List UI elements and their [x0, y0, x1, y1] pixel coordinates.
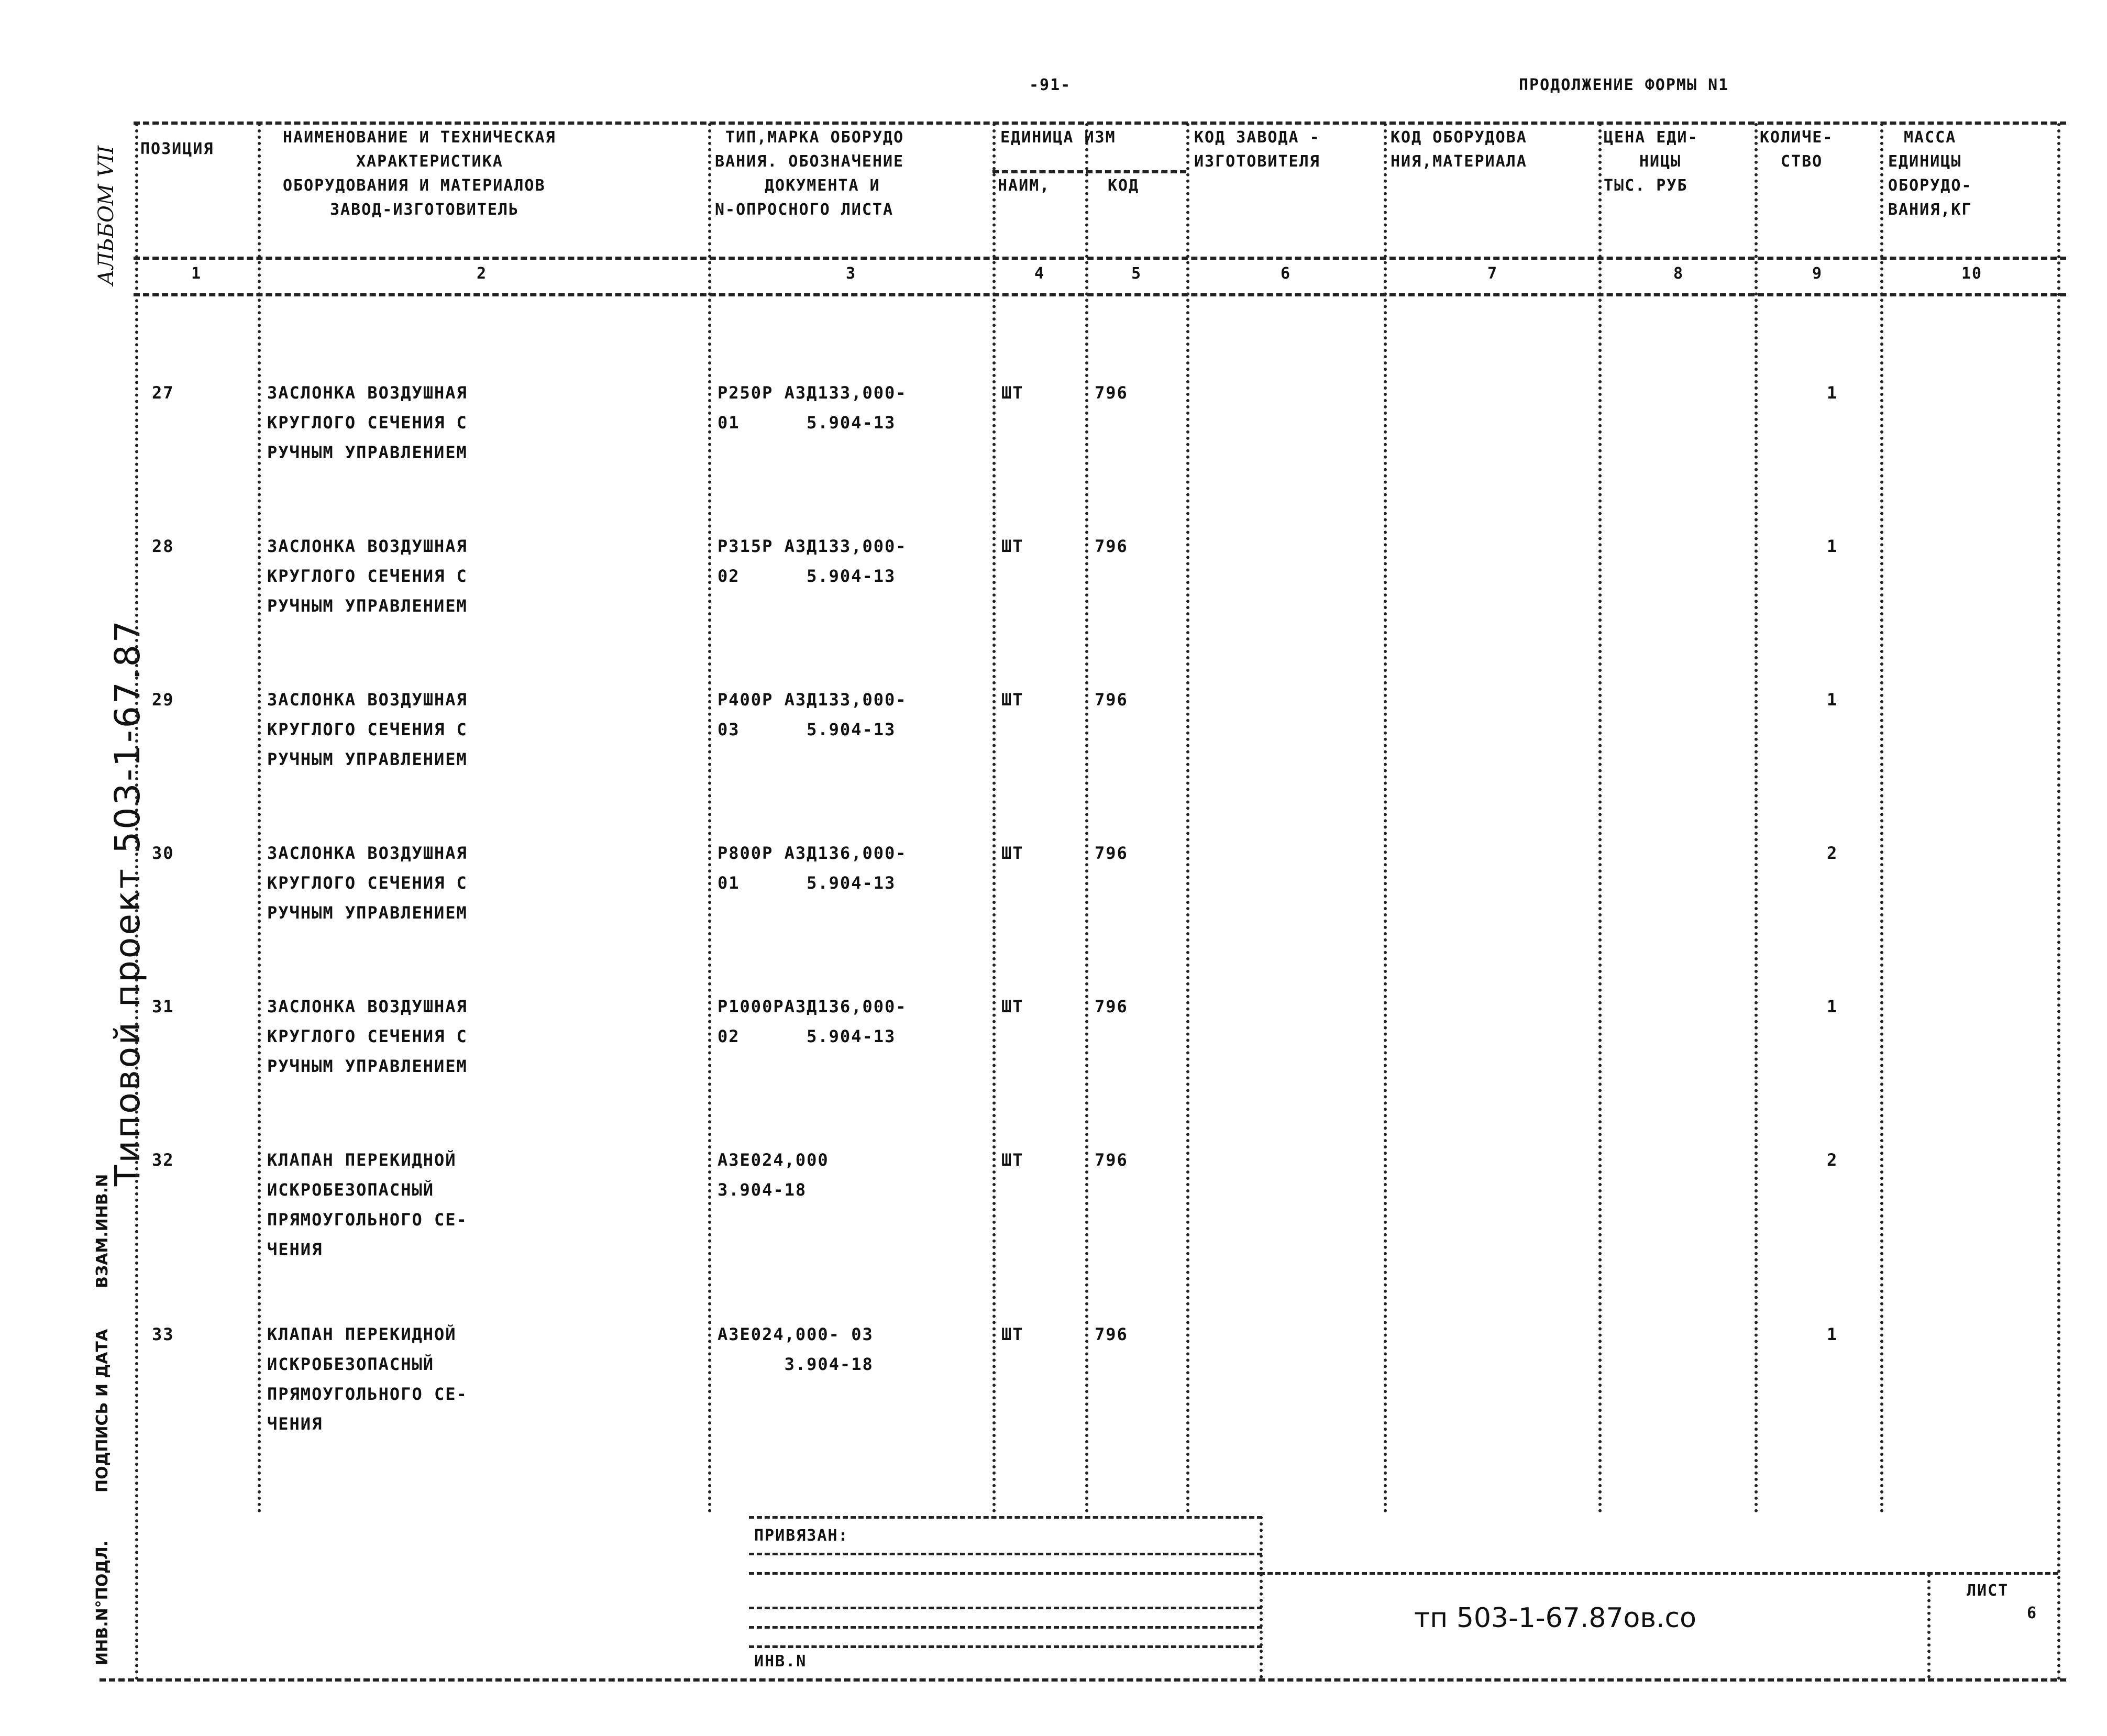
col-number-2: 2	[477, 264, 488, 283]
col-sep-6	[1384, 123, 1387, 1513]
row-unit: ШТ	[1001, 843, 1024, 863]
row-position: 27	[152, 383, 174, 403]
col-header-7-l1: КОД ОБОРУДОВА	[1391, 128, 1527, 147]
col-header-2-l4: ЗАВОД-ИЗГОТОВИТЕЛЬ	[330, 201, 520, 219]
row-position: 30	[152, 843, 174, 863]
stamp-inv-label: ИНВ.N°ПОДЛ.	[93, 1540, 112, 1665]
row-position: 29	[152, 690, 174, 710]
col-sep-2	[708, 123, 711, 1513]
col-header-2-l1: НАИМЕНОВАНИЕ И ТЕХНИЧЕСКАЯ	[283, 128, 556, 147]
col-number-10: 10	[1961, 264, 1983, 283]
col-sep-5	[1186, 123, 1189, 1513]
col-sep-10	[2057, 123, 2060, 1681]
row-type-line: 03 5.904-13	[718, 720, 896, 739]
row-position: 28	[152, 536, 174, 556]
col-header-3-l3: ДОКУМЕНТА И	[765, 176, 880, 195]
inv-label: ИНВ.N	[754, 1652, 807, 1671]
row-unit-code: 796	[1095, 690, 1128, 710]
document-code: тп 503-1-67.87ов.со	[1414, 1602, 1696, 1634]
row-unit-code: 796	[1095, 1324, 1128, 1344]
col-number-7: 7	[1487, 264, 1498, 283]
row-position: 31	[152, 997, 174, 1016]
col-header-10-l3: ОБОРУДО-	[1888, 176, 1972, 195]
stamp-sign-label: ПОДПИСЬ И ДАТА	[93, 1329, 112, 1492]
row-name-line: РУЧНЫМ УПРАВЛЕНИЕМ	[267, 596, 468, 616]
col-number-6: 6	[1281, 264, 1292, 283]
row-name-line: РУЧНЫМ УПРАВЛЕНИЕМ	[267, 749, 468, 769]
row-name-line: ПРЯМОУГОЛЬНОГО СЕ-	[267, 1384, 468, 1404]
col-sep-3	[992, 123, 996, 1513]
row-type-line: 3.904-18	[718, 1180, 807, 1200]
row-quantity: 2	[1827, 843, 1838, 863]
col-sep-8	[1755, 123, 1758, 1513]
row-unit: ШТ	[1001, 536, 1024, 556]
row-position: 33	[152, 1324, 174, 1344]
unit-group-header: ЕДИНИЦА ИЗМ	[1000, 128, 1116, 147]
col-header-1: ПОЗИЦИЯ	[140, 140, 214, 158]
row-unit: ШТ	[1001, 1150, 1024, 1170]
row-unit-code: 796	[1095, 536, 1128, 556]
row-name-line: ЗАСЛОНКА ВОЗДУШНАЯ	[267, 536, 468, 556]
col-header-5: КОД	[1108, 176, 1140, 195]
col-header-3-l4: N-ОПРОСНОГО ЛИСТА	[715, 201, 894, 219]
row-unit: ШТ	[1001, 1324, 1024, 1344]
unit-group-line	[992, 170, 1186, 173]
row-type-line: АЗЕ024,000	[718, 1150, 829, 1170]
row-name-line: КРУГЛОГО СЕЧЕНИЯ С	[267, 873, 468, 893]
row-name-line: КРУГЛОГО СЕЧЕНИЯ С	[267, 1026, 468, 1046]
col-sep-0	[135, 123, 138, 1681]
row-quantity: 1	[1827, 997, 1838, 1016]
col-header-7-l2: НИЯ,МАТЕРИАЛА	[1391, 152, 1527, 171]
col-header-2-l2: ХАРАКТЕРИСТИКА	[356, 152, 503, 171]
row-quantity: 1	[1827, 690, 1838, 710]
row-name-line: ИСКРОБЕЗОПАСНЫЙ	[267, 1180, 434, 1200]
row-name-line: РУЧНЫМ УПРАВЛЕНИЕМ	[267, 443, 468, 462]
privyazan-label: ПРИВЯЗАН:	[754, 1527, 849, 1545]
album-label: АЛЬБОМ VII	[94, 146, 118, 285]
row-unit-code: 796	[1095, 1150, 1128, 1170]
row-unit: ШТ	[1001, 690, 1024, 710]
col-header-3-l1: ТИП,МАРКА ОБОРУДО	[725, 128, 904, 147]
row-quantity: 1	[1827, 383, 1838, 403]
col-number-5: 5	[1131, 264, 1142, 283]
row-type-line: Р1000РАЗД136,000-	[718, 997, 907, 1016]
col-number-9: 9	[1812, 264, 1823, 283]
col-sep-7	[1598, 123, 1602, 1513]
row-type-line: Р800Р АЗД136,000-	[718, 843, 907, 863]
col-header-6-l2: ИЗГОТОВИТЕЛЯ	[1194, 152, 1320, 171]
number-row-border	[134, 293, 2066, 296]
stamp-replace-label: ВЗАМ.ИНВ.N	[93, 1174, 112, 1288]
col-header-10-l1: МАССА	[1904, 128, 1957, 147]
row-unit: ШТ	[1001, 383, 1024, 403]
row-name-line: ЗАСЛОНКА ВОЗДУШНАЯ	[267, 383, 468, 403]
row-name-line: ЗАСЛОНКА ВОЗДУШНАЯ	[267, 843, 468, 863]
col-number-4: 4	[1034, 264, 1045, 283]
project-label: Типовой проект 503-1-67.87	[107, 618, 148, 1186]
row-name-line: РУЧНЫМ УПРАВЛЕНИЕМ	[267, 903, 468, 923]
row-type-line: Р250Р АЗД133,000-	[718, 383, 907, 403]
row-type-line: 01 5.904-13	[718, 413, 896, 433]
col-header-3-l2: ВАНИЯ. ОБОЗНАЧЕНИЕ	[715, 152, 904, 171]
col-header-8-l2: НИЦЫ	[1639, 152, 1682, 171]
col-number-8: 8	[1673, 264, 1684, 283]
row-type-line: 01 5.904-13	[718, 873, 896, 893]
row-name-line: ПРЯМОУГОЛЬНОГО СЕ-	[267, 1210, 468, 1230]
col-header-4: НАИМ,	[998, 176, 1051, 195]
col-header-6-l1: КОД ЗАВОДА -	[1194, 128, 1320, 147]
col-number-1: 1	[191, 264, 202, 283]
row-unit-code: 796	[1095, 383, 1128, 403]
row-type-line: АЗЕ024,000- 03	[718, 1324, 874, 1344]
col-header-10-l4: ВАНИЯ,КГ	[1888, 201, 1972, 219]
row-unit-code: 796	[1095, 843, 1128, 863]
row-type-line: Р400Р АЗД133,000-	[718, 690, 907, 710]
row-name-line: ЗАСЛОНКА ВОЗДУШНАЯ	[267, 690, 468, 710]
row-unit: ШТ	[1001, 997, 1024, 1016]
row-quantity: 2	[1827, 1150, 1838, 1170]
page-number: -91-	[1029, 76, 1072, 94]
row-type-line: Р315Р АЗД133,000-	[718, 536, 907, 556]
col-header-2-l3: ОБОРУДОВАНИЯ И МАТЕРИАЛОВ	[283, 176, 546, 195]
row-name-line: РУЧНЫМ УПРАВЛЕНИЕМ	[267, 1056, 468, 1076]
row-name-line: КРУГЛОГО СЕЧЕНИЯ С	[267, 413, 468, 433]
row-unit-code: 796	[1095, 997, 1128, 1016]
col-sep-9	[1880, 123, 1883, 1513]
row-name-line: ЧЕНИЯ	[267, 1240, 323, 1259]
sheet-label: ЛИСТ	[1967, 1582, 2009, 1600]
col-header-8-l1: ЦЕНА ЕДИ-	[1604, 128, 1698, 147]
row-name-line: КЛАПАН ПЕРЕКИДНОЙ	[267, 1324, 457, 1344]
row-name-line: ЗАСЛОНКА ВОЗДУШНАЯ	[267, 997, 468, 1016]
row-type-line: 02 5.904-13	[718, 566, 896, 586]
header-bottom-border	[134, 257, 2066, 260]
row-type-line: 3.904-18	[718, 1354, 874, 1374]
row-position: 32	[152, 1150, 174, 1170]
col-header-10-l2: ЕДИНИЦЫ	[1888, 152, 1962, 171]
col-header-9-l1: КОЛИЧЕ-	[1760, 128, 1834, 147]
sheet-number: 6	[2027, 1604, 2038, 1622]
col-sep-1	[258, 123, 261, 1513]
row-quantity: 1	[1827, 536, 1838, 556]
continuation-label: ПРОДОЛЖЕНИЕ ФОРМЫ N1	[1519, 76, 1729, 94]
col-header-9-l2: СТВО	[1781, 152, 1823, 171]
row-name-line: ЧЕНИЯ	[267, 1414, 323, 1434]
row-name-line: КЛАПАН ПЕРЕКИДНОЙ	[267, 1150, 457, 1170]
row-name-line: КРУГЛОГО СЕЧЕНИЯ С	[267, 720, 468, 739]
table-bottom-border	[100, 1678, 2066, 1682]
row-type-line: 02 5.904-13	[718, 1026, 896, 1046]
row-name-line: КРУГЛОГО СЕЧЕНИЯ С	[267, 566, 468, 586]
row-quantity: 1	[1827, 1324, 1838, 1344]
col-header-8-l3: ТЫС. РУБ	[1604, 176, 1688, 195]
col-number-3: 3	[846, 264, 857, 283]
col-sep-4	[1085, 123, 1088, 1513]
table-top-border	[134, 121, 2066, 125]
row-name-line: ИСКРОБЕЗОПАСНЫЙ	[267, 1354, 434, 1374]
